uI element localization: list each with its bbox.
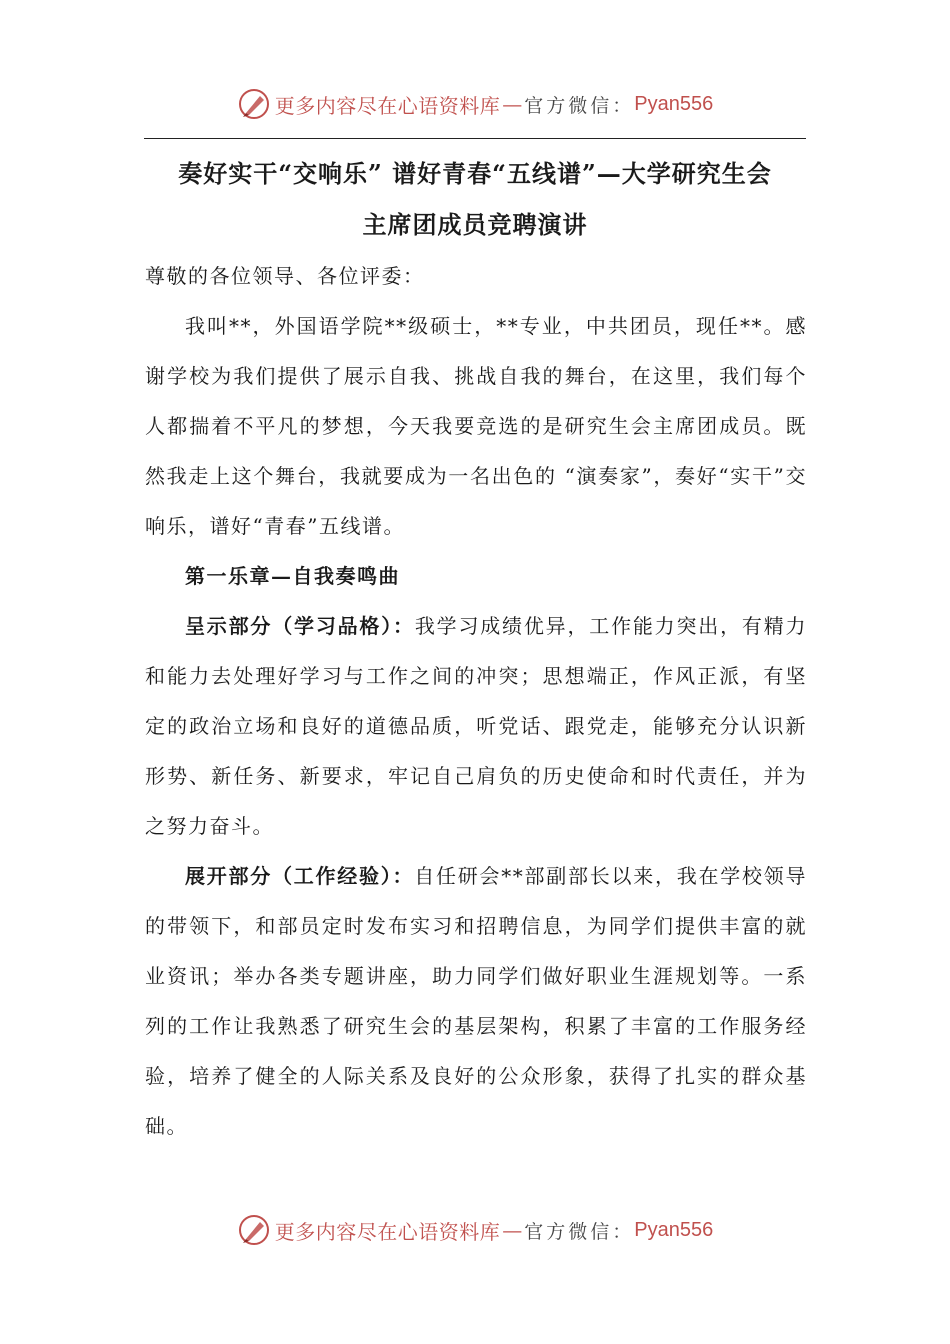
document-body (145, 251, 807, 1151)
chapter-heading (145, 551, 807, 601)
header-rule (144, 138, 806, 139)
banner-wechat-id: Pyan556 (634, 1218, 714, 1241)
section2-paragraph (145, 851, 807, 1151)
document-title-line1: 奏好实干“交响乐” 谱好青春“五线谱”—大学研究生会 (178, 159, 772, 188)
section2-text: 自任研会**部副部长以来，我在学校领导的带领下，和部员定时发布实习和招聘信息，为同学们提供丰富的就业资讯；举办各类专题讲座，助力同学们做好职业生涯规划等。一系列的工作让我熟悉了研究生会的基层架构，积累了丰富的工作服务经验，培养了健全的人际关系及良好的公众形象，获得了扎实的群众基础。 (145, 864, 807, 1138)
section1-paragraph (145, 601, 807, 851)
banner-wechat-id: Pyan556 (634, 92, 714, 115)
section1-text: 我学习成绩优异，工作能力突出，有精力和能力去处理好学习与工作之间的冲突；思想端正，作风正派，有坚定的政治立场和良好的道德品质，听党话、跟党走，能够充分认识新形势、新任务、新要求，牢记自己肩负的历史使命和时代责任，并为之努力奋斗。 (145, 614, 808, 838)
chapter-heading-text: 第一乐章—自我奏鸣曲 (185, 564, 400, 588)
footer-banner (0, 1210, 950, 1250)
banner-wechat-label: 官方微信： (524, 1220, 635, 1243)
intro-paragraph: 我叫**，外国语学院**级硕士，**专业，中共团员，现任**。感谢学校为我们提供了展示自我、挑战自我的舞台，在这里，我们每个人都揣着不平凡的梦想，今天我要竞选的是研究生会主席团成员。既然我走上这个舞台，我就要成为一名出色的 “演奏家”，奏好“实干”交响乐，谱好“青春”五线谱。 (145, 314, 807, 538)
document-title-line2: 主席团成员竞聘演讲 (362, 210, 588, 239)
banner-text: 更多内容尽在心语资料库 (274, 1219, 501, 1244)
banner-separator: — (502, 92, 523, 116)
header-banner (0, 84, 950, 124)
pen-nib-logo-icon (237, 87, 271, 121)
banner-text: 更多内容尽在心语资料库 (274, 93, 501, 118)
pen-nib-logo-icon (237, 1213, 271, 1247)
salutation: 尊敬的各位领导、各位评委： (145, 264, 425, 288)
section2-heading: 展开部分（工作经验）： (185, 864, 415, 888)
section1-heading: 呈示部分（学习品格）： (185, 614, 415, 638)
banner-wechat-label: 官方微信： (524, 94, 635, 117)
banner-separator: — (502, 1218, 523, 1242)
